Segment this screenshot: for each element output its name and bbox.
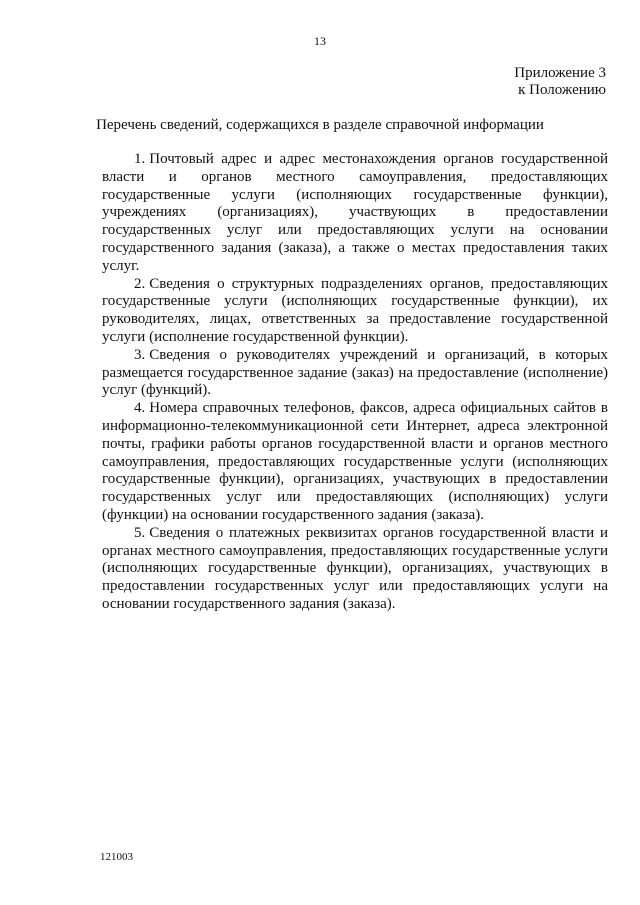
item-text: Сведения о руководителях учреждений и организаций, в которых размещается государственное задание (заказ) на предоставление (исполнение) услуг (функций). xyxy=(102,346,608,399)
items-list xyxy=(102,151,608,614)
appendix-line-1: Приложение 3 xyxy=(514,65,606,81)
list-item xyxy=(102,400,608,525)
appendix-reference xyxy=(514,65,606,99)
item-text: Номера справочных телефонов, факсов, адреса официальных сайтов в информационно-телекоммуникационной сети Интернет, адреса электронной почты, графики работы органов государственной власти и органов местного самоуправления, предоставляющих государственные услуги (исполняющих государственные функции), организациях, участвующих в предоставлении государственных услуг или предоставляющих (исполняющих) услуги (функции) на основании государственного задания (заказа). xyxy=(102,400,608,523)
page-number: 13 xyxy=(314,34,326,48)
item-number: 5. xyxy=(134,524,146,541)
item-number: 1. xyxy=(134,151,146,167)
footer-code: 121003 xyxy=(100,851,133,863)
document-title: Перечень сведений, содержащихся в разделе справочной информации xyxy=(96,117,544,133)
item-number: 3. xyxy=(134,346,146,363)
item-number: 2. xyxy=(134,275,146,292)
appendix-line-2: к Положению xyxy=(518,82,606,98)
list-item xyxy=(102,347,608,400)
item-text: Почтовый адрес и адрес местонахождения органов государственной власти и органов местного самоуправления, предоставляющих государственные услуги (исполняющих государственные функции), учреждениях (организациях), участвующих в предоставлении государственных услуг или предоставляющих услуги на основании государственного задания (заказа), а также о местах предоставления таких услуг. xyxy=(102,151,608,274)
list-item xyxy=(102,276,608,347)
item-text: Сведения о структурных подразделениях органов, предоставляющих государственные услуги (исполняющих государственные функции), их руководителях, лицах, ответственных за предоставление государственной услуги (исполнение государственной функции). xyxy=(102,275,608,345)
list-item xyxy=(102,151,608,276)
item-number: 4. xyxy=(134,400,146,417)
item-text: Сведения о платежных реквизитах органов государственной власти и органах местного самоуправления, предоставляющих государственные услуги (исполняющих государственные функции), организациях, участвующих в предоставлении государственных услуг или предоставляющих услуги на основании государственного задания (заказа). xyxy=(102,524,608,612)
list-item xyxy=(102,525,608,614)
